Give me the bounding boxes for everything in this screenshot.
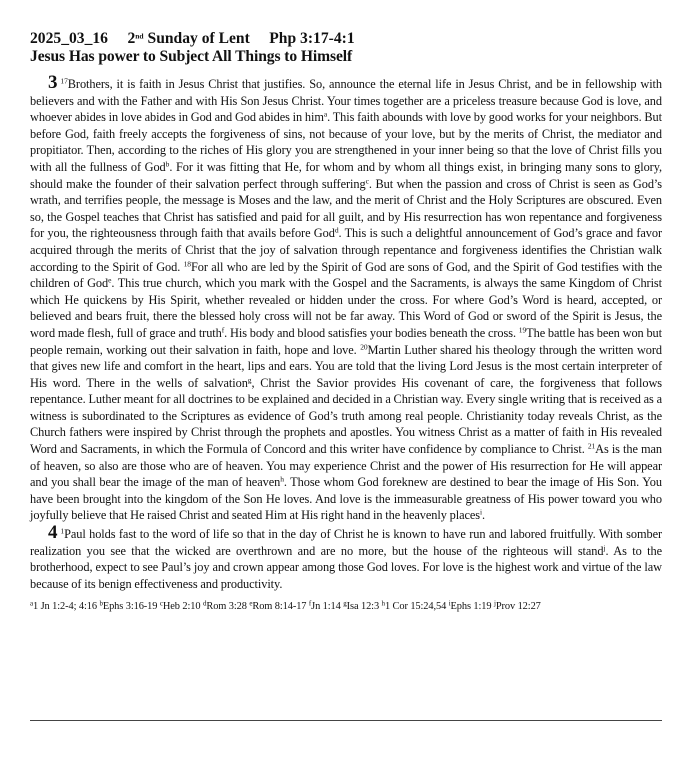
footnote-marker: g (247, 375, 252, 385)
body-text: Martin Luther shared his theology through the written word that gives new life and comfort in the heart, lips and ears. You are told that the living Lord Jesus is the most certain interpreter of His word. There in the wells of salvation (30, 342, 662, 390)
body-text: As is the man of heaven, so also are those who are of heaven. You may experience Christ and the power of His resurrection for He will appear and you shall bear the image of the man of heaven (30, 442, 662, 490)
body-text: . But when the passion and cross of Christ is seen as God’s wrath, and terrifies people, the message is Moses and the law, and the merit of Christ and the Holy Scriptures are obscured. Even so, the Gospel teaches that Christ has satisfied and paid for all guilt, and by His resurrection has won repentance and forgiveness for you, the righteousness through faith that avails before God (30, 176, 662, 241)
footnote-reference: Rom 8:14-17 (252, 601, 309, 613)
footnote-reference: 1 Jn 1:2-4; 4:16 (33, 601, 100, 613)
footnote-mark: g (343, 599, 347, 608)
body-text: , Christ the Savior provides His covenant of care, the forgiveness that follows repentance. Luther meant for all doctrines to be explained and decided in a Christian way. Every single writing that is received as a witness is subordinated to the Scriptures as evidence of God’s truth among real people. Christianity today reveals Christ, as the Church fathers were inspired by Christ through the prophets and apostles. You witness Christ as a matter of faith in His revealed Word and Sacraments, in which the Formula of Concord and this writer have confidence by compliance to Christ. (30, 375, 662, 457)
footnote-reference: 1 Cor 15:24,54 (384, 601, 449, 613)
verse-number: 19 (518, 325, 527, 335)
footnote-mark: c (159, 599, 163, 608)
verse-number: 1 (60, 526, 65, 536)
footnote-reference: Isa 12:3 (346, 601, 382, 613)
body-text: Paul holds fast to the word of life so that in the day of Christ he is known to have run and labored fruitfully. With somber realization you see that the wicked are overthrown and are no more, but the house of the righteous will stand (30, 527, 662, 558)
header-day-name: Sunday of Lent (147, 30, 250, 47)
footnote-reference: Heb 2:10 (162, 601, 203, 613)
footnote-mark: b (99, 599, 103, 608)
body-text: . As to the brotherhood, expect to see Paul’s joy and crown appear among those God loves. For love is the highest work and virtue of the law because of its benign effectiveness and productivity. (30, 543, 662, 591)
footnote-reference: Ephs 1:19 (450, 601, 494, 613)
header-day-suffix: nd (135, 31, 144, 41)
verse-number: 17 (60, 76, 68, 86)
footnote-marker: j (603, 543, 606, 553)
footnote-mark: i (448, 599, 451, 608)
header-title-line (30, 30, 662, 48)
body-text: . This faith abounds with love by good works for your neighbors. But before God, faith freely accepts the forgiveness of sins, not because of your love, but by the merits of Christ, the mediator and propitiator. Then, according to the riches of His glory you are strengthened in your inner being so that the love of Christ fills you with all the fullness of God (30, 110, 662, 174)
chapter-number: 4 (48, 522, 58, 544)
header-reference: Php 3:17-4:1 (269, 30, 355, 47)
body-text: . This true church, which you mark with the Gospel and the Sacraments, is always the same Kingdom of Christ which He quickens by His Spirit, whether revealed or hidden under the cross. For where God’s Word is heard, accepted, or believed and bears fruit, there the blessed holy cross will not be far away. This Word of God or sword of the Spirit is Jesus, the word made flesh, full of grace and truth (30, 276, 662, 340)
body-text: Brothers, it is faith in Jesus Christ that justifies. So, announce the eternal life in Jesus Christ, and be in fellowship with believers and with the Father and with His Son Jesus Christ. Your times together are a priceless treasure because God is love, and whoever abides in love abides in God and God abides in him (30, 77, 662, 125)
chapter-3-paragraph (30, 72, 663, 524)
verse-number: 18 (183, 259, 191, 269)
chapter-number: 3 (48, 72, 58, 93)
footnote-marker: a (323, 109, 328, 119)
body-text: . This is such a delightful announcement of God’s grace and favor acquired through the merits of Christ that the joy of salvation through repentance and forgiveness identifies the Christian walk according to the Spirit of God. (30, 226, 662, 274)
footnote-reference: Jn 1:14 (311, 601, 344, 613)
body-text: For all who are led by the Spirit of God are sons of God, and the Spirit of God testifies with the children of God (30, 259, 662, 291)
footnote-reference: Prov 12:27 (495, 601, 541, 613)
header-date: 2025_03_16 (30, 30, 108, 47)
footnote-mark: h (381, 599, 385, 608)
document-header (30, 30, 662, 66)
header-day-number: 2 (127, 30, 136, 47)
footnote-marker: h (280, 474, 284, 484)
bottom-divider (30, 720, 662, 721)
footnote-marker: e (108, 275, 112, 285)
header-subtitle: Jesus Has power to Subject All Things to Himself (30, 48, 353, 65)
body-text: . For it was fitting that He, for whom and by whom all things exist, in bringing many sons to glory, should make the founder of their salvation perfect through suffering (30, 159, 662, 191)
footnote-mark: j (494, 599, 496, 608)
body-text: . His body and blood satisfies your bodies beneath the cross. (224, 325, 519, 340)
footnote-marker: i (479, 507, 482, 517)
footnotes-line (30, 600, 662, 614)
footnote-marker: b (165, 159, 170, 169)
footnote-reference: Rom 3:28 (206, 601, 250, 613)
footnote-reference: Ephs 3:16-19 (102, 601, 160, 613)
footnote-mark: e (249, 599, 253, 608)
footnote-marker: f (221, 325, 225, 335)
footnote-mark: d (202, 599, 207, 608)
verse-number: 20 (360, 342, 368, 351)
chapter-4-paragraph (30, 522, 662, 592)
verse-number: 21 (587, 441, 596, 451)
footnote-mark: a (30, 599, 34, 608)
body-text: . (482, 508, 486, 523)
document-page (30, 30, 662, 614)
footnote-marker: c (365, 176, 369, 186)
footnote-marker: d (334, 225, 339, 235)
body-text: The battle has been won but people remain, working out their salvation in faith, hope and love. (30, 325, 663, 357)
body-text: . Those whom God foreknew are destined to bear the image of His Son. You have been brought into the kingdom of the Son He loves. And love is the immeasurable greatness of His power toward you who joyfully believe that He raised Christ and seated Him at His right hand in the heavenly places (30, 475, 662, 523)
footnote-mark: f (308, 599, 312, 608)
